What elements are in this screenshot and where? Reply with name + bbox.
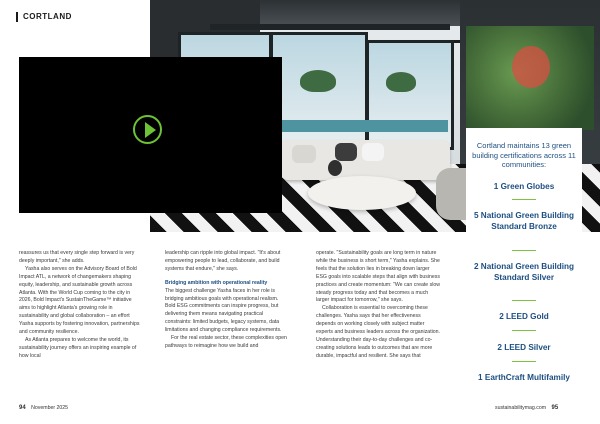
tropical-mural bbox=[466, 26, 594, 130]
paragraph: The biggest challenge Yasha faces in her role is bridging ambitious goals with operational realism. Bold ESG commitments can inspire progress, but delivering them means navigating practical constraints: limited budgets, legacy systems, data limitations and changing compliance requirements. bbox=[165, 287, 282, 334]
section-heading: Bridging ambition with operational reality bbox=[165, 279, 268, 286]
footer-right bbox=[495, 405, 558, 411]
certifications-panel bbox=[466, 128, 582, 401]
divider bbox=[512, 199, 536, 200]
pillow bbox=[362, 143, 384, 161]
palm-tree bbox=[386, 72, 416, 92]
certification-item: 5 National Green Building Standard Bronze bbox=[473, 211, 575, 231]
paragraph: reassures us that every single step forward is very deeply important," she adds. bbox=[19, 250, 135, 264]
paragraph: As Atlanta prepares to welcome the world, its sustainability journey offers an inspiring example of how local bbox=[19, 336, 137, 359]
page-number: 95 bbox=[551, 405, 559, 411]
pillow bbox=[292, 145, 316, 163]
paragraph: operate. "Sustainability goals are long term in nature while the business is short term," Yasha explains. She feels that the solution lies in breaking down larger ESG goals into scalable steps that align with business practices and create momentum: "We can create slow steady progress today and that becomes a much larger impact for tomorrow," she says. bbox=[316, 250, 440, 304]
coffee-table bbox=[308, 176, 416, 210]
page-number: 94 bbox=[19, 405, 26, 411]
vase bbox=[328, 160, 342, 176]
ceiling-beam bbox=[210, 24, 450, 30]
certification-item: 2 LEED Silver bbox=[497, 343, 551, 352]
palm-tree bbox=[300, 70, 336, 92]
paragraph: leadership can ripple into global impact. "It's about empowering people to lead, collaborate, and build systems that endure," she says. bbox=[165, 250, 281, 272]
certification-item: 1 Green Globes bbox=[493, 182, 555, 191]
footer-left bbox=[19, 405, 68, 411]
brand-tag: CORTLAND bbox=[16, 12, 72, 22]
pillow bbox=[335, 143, 357, 161]
text-column-1 bbox=[19, 250, 142, 361]
text-column-2 bbox=[165, 250, 289, 351]
paragraph: Yasha also serves on the Advisory Board of Bold Impact ATL, a network of changemakers shaping equity, leadership, and sustainable growth across Atlanta. With the World Cup coming to the city in 2026, Bold Impact's SustainTheGame™ initiative aims to highlight Atlanta's growing role in sustainability and global collaboration – an effort Yasha supports by fostering innovation, partnerships and community resilience. bbox=[19, 265, 140, 336]
divider bbox=[512, 300, 536, 301]
site-url[interactable]: sustainabilitymag.com bbox=[495, 405, 547, 411]
window-right bbox=[366, 40, 454, 150]
certification-item: 2 National Green Building Standard Silver bbox=[473, 262, 575, 282]
text-column-3 bbox=[316, 250, 440, 361]
play-triangle[interactable] bbox=[145, 122, 156, 138]
certifications-intro: Cortland maintains 13 green building certifications across 11 communities: bbox=[472, 141, 576, 169]
certification-item: 1 EarthCraft Multifamily bbox=[478, 373, 570, 382]
paragraph: Collaboration is essential to overcoming these challenges. Yasha says that her effectiveness depends on working closely with subject matter experts and business leaders across the organization. Understanding their day-to-day challenges and co-creating solutions leads to outcomes that are more durable, impactful and resilient. She says that bbox=[316, 305, 440, 359]
divider bbox=[512, 330, 536, 331]
paragraph: For the real estate sector, these complexities open pathways to reimagine how we build and bbox=[165, 335, 287, 349]
divider bbox=[512, 250, 536, 251]
issue-date: November 2025 bbox=[31, 405, 69, 411]
certification-item: 2 LEED Gold bbox=[499, 312, 549, 321]
divider bbox=[512, 361, 536, 362]
